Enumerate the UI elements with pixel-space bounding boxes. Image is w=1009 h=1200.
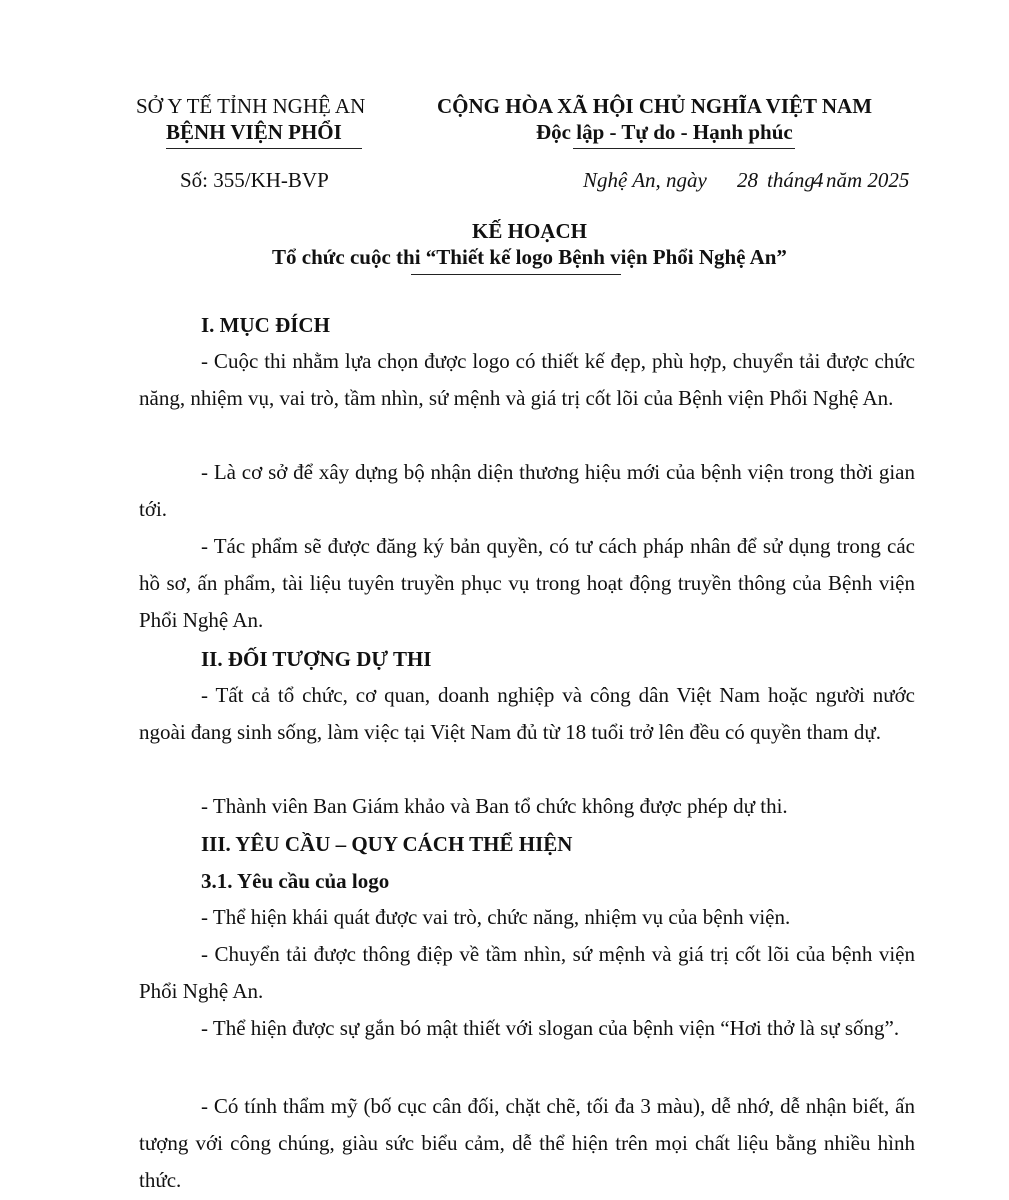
section-heading-2: II. ĐỐI TƯỢNG DỰ THI (201, 647, 432, 671)
republic-title: CỘNG HÒA XÃ HỘI CHỦ NGHĨA VIỆT NAM (437, 94, 873, 118)
section-heading-1: I. MỤC ĐÍCH (201, 313, 330, 337)
motto: Độc lập - Tự do - Hạnh phúc (536, 120, 793, 144)
paragraph-2: - Là cơ sở để xây dựng bộ nhận diện thương hiệu mới của bệnh viện trong thời gian tới. (139, 460, 915, 521)
subtitle-underline (411, 274, 621, 275)
date-year: năm 2025 (826, 168, 910, 192)
unit-name: BỆNH VIỆN PHỔI (166, 120, 342, 144)
paragraph-4: - Tất cả tổ chức, cơ quan, doanh nghiệp và công dân Việt Nam hoặc người nước ngoài đang sinh sống, làm việc tại Việt Nam đủ từ 18 tuổi trở lên đều có quyền tham dự. (139, 683, 915, 744)
paragraph-9: - Có tính thẩm mỹ (bố cục cân đối, chặt chẽ, tối đa 3 màu), dễ nhớ, dễ nhận biết, ấn tượng với công chúng, giàu sức biểu cảm, dễ thể hiện trên mọi chất liệu bằng nhiều hình thức. (139, 1094, 915, 1192)
document-title: KẾ HOẠCH (472, 219, 587, 243)
paragraph-8: - Thể hiện được sự gắn bó mật thiết với slogan của bệnh viện “Hơi thở là sự sống”. (201, 1016, 900, 1040)
date-month-word: tháng (767, 168, 815, 192)
date-month: 4 (813, 168, 824, 192)
paragraph-6: - Thể hiện khái quát được vai trò, chức năng, nhiệm vụ của bệnh viện. (201, 905, 791, 929)
section-heading-3: III. YÊU CẦU – QUY CÁCH THỂ HIỆN (201, 832, 573, 856)
document-subtitle: Tổ chức cuộc thi “Thiết kế logo Bệnh viện Phổi Nghệ An” (272, 245, 787, 269)
paragraph-3: - Tác phẩm sẽ được đăng ký bản quyền, có tư cách pháp nhân để sử dụng trong các hồ sơ, ấn phẩm, tài liệu tuyên truyền phục vụ trong hoạt động truyền thông của Bệnh viện Phổi Nghệ An. (139, 534, 915, 632)
paragraph-5: - Thành viên Ban Giám khảo và Ban tổ chức không được phép dự thi. (201, 794, 788, 818)
date-prefix: Nghệ An, ngày (583, 168, 707, 192)
agency-name: SỞ Y TẾ TỈNH NGHỆ AN (136, 94, 366, 118)
subsection-heading-3-1: 3.1. Yêu cầu của logo (201, 869, 390, 893)
date-day: 28 (737, 168, 758, 192)
paragraph-1: - Cuộc thi nhằm lựa chọn được logo có thiết kế đẹp, phù hợp, chuyển tải được chức năng, nhiệm vụ, vai trò, tầm nhìn, sứ mệnh và giá trị cốt lõi của Bệnh viện Phổi Nghệ An. (139, 349, 915, 410)
unit-underline (166, 148, 362, 149)
paragraph-7: - Chuyển tải được thông điệp về tầm nhìn, sứ mệnh và giá trị cốt lõi của bệnh viện Phổi Nghệ An. (139, 942, 915, 1003)
document-number: Số: 355/KH-BVP (180, 168, 329, 192)
motto-underline (573, 148, 795, 149)
